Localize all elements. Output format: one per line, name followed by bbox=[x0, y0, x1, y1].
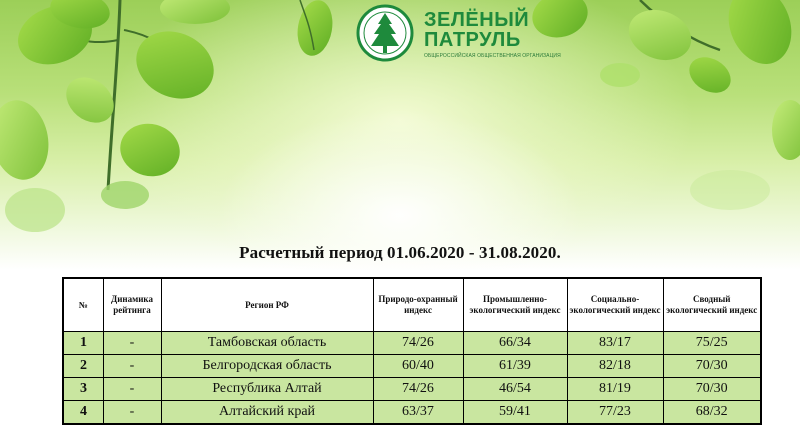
row-number: 2 bbox=[63, 355, 103, 378]
table-row bbox=[63, 378, 761, 401]
row-number: 3 bbox=[63, 378, 103, 401]
row-social-index: 83/17 bbox=[567, 332, 663, 355]
row-region: Тамбовская область bbox=[161, 332, 373, 355]
col-header-social-index: Социально-экологический индекс bbox=[567, 278, 663, 332]
row-industrial-index: 61/39 bbox=[463, 355, 567, 378]
row-nature-index: 74/26 bbox=[373, 378, 463, 401]
rating-table bbox=[62, 277, 762, 425]
row-nature-index: 60/40 bbox=[373, 355, 463, 378]
row-social-index: 82/18 bbox=[567, 355, 663, 378]
row-region: Республика Алтай bbox=[161, 378, 373, 401]
col-header-nature-index: Природо-охранный индекс bbox=[373, 278, 463, 332]
row-summary-index: 75/25 bbox=[663, 332, 761, 355]
col-header-num: № bbox=[63, 278, 103, 332]
row-dynamics: - bbox=[103, 378, 161, 401]
row-summary-index: 70/30 bbox=[663, 355, 761, 378]
col-header-industrial-index: Промышленно-экологический индекс bbox=[463, 278, 567, 332]
row-industrial-index: 46/54 bbox=[463, 378, 567, 401]
row-region: Белгородская область bbox=[161, 355, 373, 378]
table-row bbox=[63, 401, 761, 425]
table-row bbox=[63, 355, 761, 378]
col-header-dynamics: Динамика рейтинга bbox=[103, 278, 161, 332]
row-dynamics: - bbox=[103, 332, 161, 355]
logo-subtitle: ОБЩЕРОССИЙСКАЯ ОБЩЕСТВЕННАЯ ОРГАНИЗАЦИЯ bbox=[424, 53, 561, 59]
row-industrial-index: 59/41 bbox=[463, 401, 567, 425]
row-nature-index: 63/37 bbox=[373, 401, 463, 425]
row-number: 1 bbox=[63, 332, 103, 355]
row-number: 4 bbox=[63, 401, 103, 425]
logo-title: ЗЕЛЁНЫЙ ПАТРУЛЬ bbox=[424, 9, 530, 51]
row-dynamics: - bbox=[103, 355, 161, 378]
row-social-index: 81/19 bbox=[567, 378, 663, 401]
col-header-summary-index: Сводный экологический индекс bbox=[663, 278, 761, 332]
tree-emblem-icon bbox=[356, 4, 414, 62]
table-header-row bbox=[63, 278, 761, 332]
row-region: Алтайский край bbox=[161, 401, 373, 425]
row-summary-index: 70/30 bbox=[663, 378, 761, 401]
row-dynamics: - bbox=[103, 401, 161, 425]
row-nature-index: 74/26 bbox=[373, 332, 463, 355]
table-row bbox=[63, 332, 761, 355]
period-title: Расчетный период 01.06.2020 - 31.08.2020. bbox=[239, 243, 561, 262]
row-summary-index: 68/32 bbox=[663, 401, 761, 425]
col-header-region: Регион РФ bbox=[161, 278, 373, 332]
row-social-index: 77/23 bbox=[567, 401, 663, 425]
zeleny-patrul-logo bbox=[356, 4, 561, 62]
row-industrial-index: 66/34 bbox=[463, 332, 567, 355]
